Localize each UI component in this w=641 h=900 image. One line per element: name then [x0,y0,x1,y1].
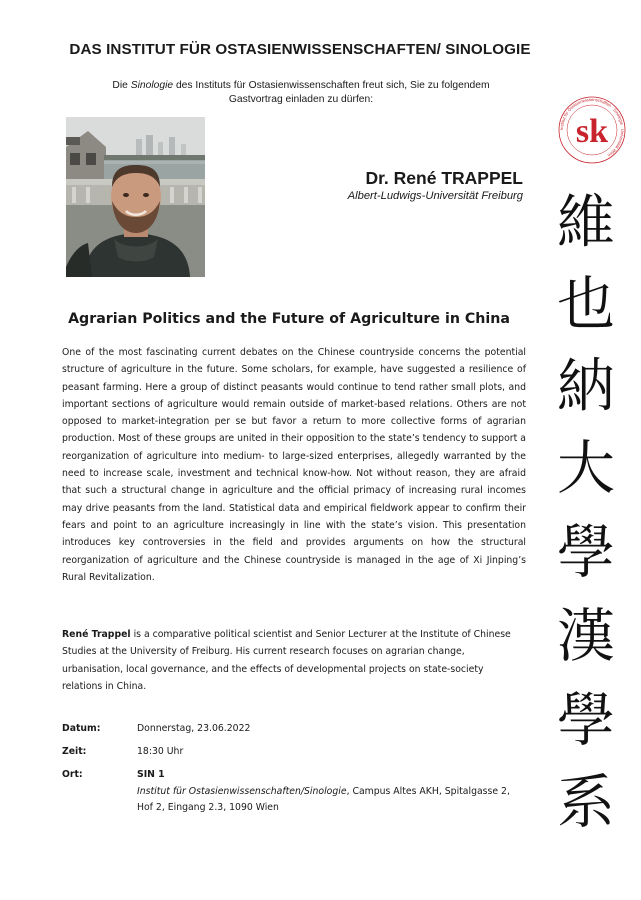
calligraphy-char-8: 系 [556,768,616,836]
calligraphy-char-2: 也 [556,270,616,338]
institute-title: DAS INSTITUT FÜR OSTASIENWISSENSCHAFTEN/ SINOLOGIE [69,41,531,58]
speaker-bio [62,626,526,695]
intro-text-rest: des Instituts für Ostasienwissenschaften freut sich, Sie zu folgendem [173,80,490,91]
time-value: 18:30 Uhr [137,746,184,757]
talk-title: Agrarian Politics and the Future of Agriculture in China [68,311,510,327]
speaker-photo [66,117,205,277]
logo-ring-text: Institut für Ostasienwissenschaften · Sinologie · Universität Wien [558,96,626,159]
time-label: Zeit: [62,746,87,757]
date-label: Datum: [62,723,101,734]
place-label: Ort: [62,769,83,780]
calligraphy-char-4: 大 [556,434,616,502]
logo-letters: sk [575,113,609,150]
talk-abstract: One of the most fascinating current debates on the Chinese countryside concerns the potential structure of agriculture in the future. Some scholars, for example, have suggested a resilience of peasant farming. Here a group of distinct peasants would continue to tend rather small plots, and important sections of agriculture would remain outside of market-based relations. Others are not opposed to market-integration per se but favor a return to more collective forms of agrarian production. Most of these groups are united in their opposition to the state’s tendency to support a reorganization of agriculture into medium- to large-sized enterprises, allegedly warranted by the need to increase scale, investment and technical know-how. Not without reason, they are afraid that such a structural change in agriculture and the official primacy of increasing rural incomes may drive peasants from the land. Statistical data and empirical fieldwork appear to confirm their fears and point to an agriculture increasingly in line with the state’s vision. This presentation introduces key controversies in the field and provides arguments on how the structural reorganization of agriculture and the Chinese countryside is managed in the age of Xi Jinping’s Rural Revitalization. [62,347,526,583]
date-value: Donnerstag, 23.06.2022 [137,723,251,734]
bio-name: René Trappel [62,629,131,640]
speaker-affiliation: Albert-Ludwigs-Universität Freiburg [347,190,523,202]
bio-text: is a comparative political scientist and Senior Lecturer at the Institute of Chinese Studies at the University of Freiburg. His current research focuses on agrarian change, urbanisation, local governance, and the effects of developmental projects on state-society relations in China. [62,629,511,692]
place-institute: Institut für Ostasienwissenschaften/Sinologie [137,785,347,797]
institute-logo [558,93,626,167]
calligraphy-char-6: 漢 [556,602,616,670]
invitation-text [60,79,542,107]
intro-text-line2: Gastvortrag einladen zu dürfen: [228,94,374,105]
place-room: SIN 1 [137,769,165,780]
calligraphy-char-7: 學 [556,686,616,754]
intro-sinologie: Sinologie [130,80,174,91]
intro-text-start: Die [112,80,131,91]
calligraphy-column [548,190,624,840]
place-address: , Campus Altes AKH, Spitalgasse 2, Hof 2, Eingang 2.3, 1090 Wien [137,785,510,813]
speaker-name: Dr. René TRAPPEL [365,168,523,188]
calligraphy-char-5: 學 [556,518,616,586]
calligraphy-char-1: 維 [556,190,616,256]
place-value [137,767,527,817]
calligraphy-char-3: 納 [556,352,616,420]
